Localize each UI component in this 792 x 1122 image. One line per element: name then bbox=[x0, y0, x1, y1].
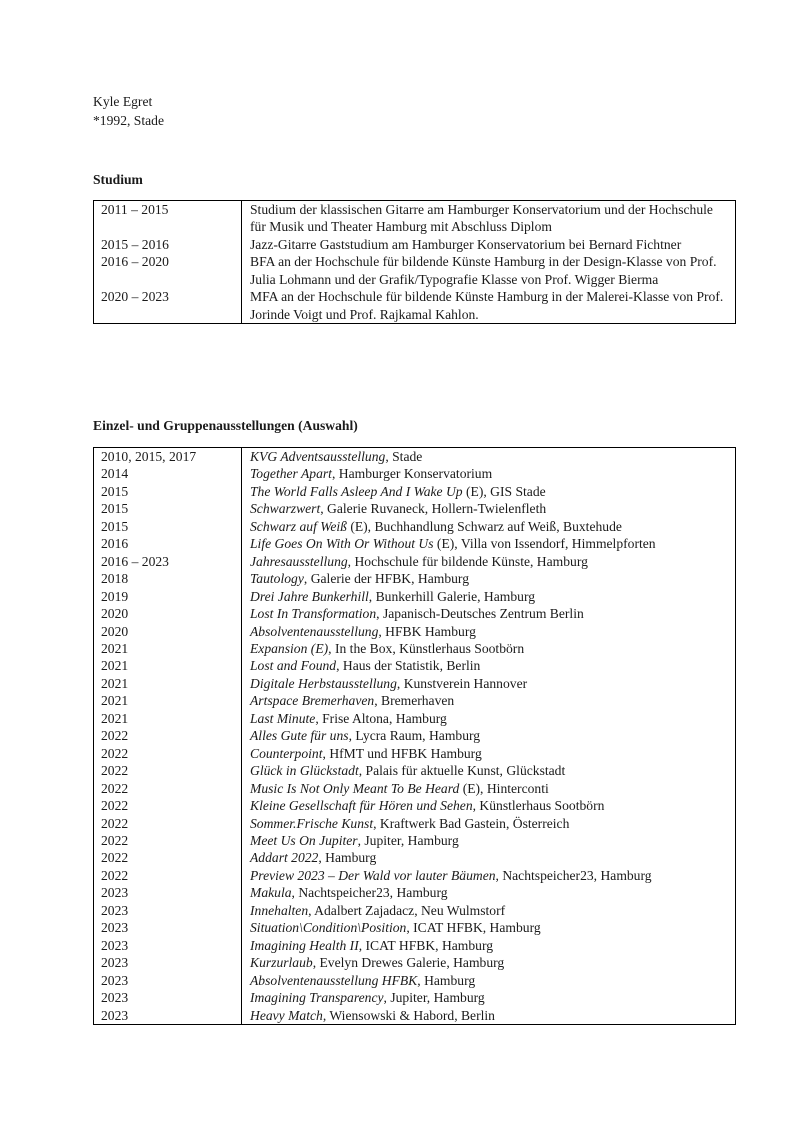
row-description bbox=[242, 867, 736, 884]
table-row bbox=[94, 675, 736, 692]
row-description bbox=[242, 884, 736, 901]
exhibition-venue: , Lycra Raum, Hamburg bbox=[348, 728, 481, 744]
exhibition-title: The World Falls Asleep And I Wake Up bbox=[250, 483, 463, 499]
table-row bbox=[94, 937, 736, 954]
exhibition-title: Situation\Condition\Position bbox=[250, 920, 407, 936]
exhibition-title: Glück in Glückstadt bbox=[250, 763, 359, 779]
exhibition-title: Imagining Health II bbox=[250, 937, 359, 953]
table-row bbox=[94, 815, 736, 832]
exhibition-title: Expansion (E) bbox=[250, 640, 329, 656]
exhibition-title: Together Apart bbox=[250, 466, 332, 482]
row-year: 2022 bbox=[94, 727, 242, 744]
exhibition-venue: , Jupiter, Hamburg bbox=[357, 832, 459, 848]
row-description bbox=[242, 710, 736, 727]
exhibition-title: Sommer.Frische Kunst bbox=[250, 815, 374, 831]
row-year: 2022 bbox=[94, 762, 242, 779]
row-year: 2021 bbox=[94, 710, 242, 727]
row-year: 2020 – 2023 bbox=[94, 288, 242, 323]
row-year: 2023 bbox=[94, 937, 242, 954]
artist-birth: *1992, Stade bbox=[93, 113, 164, 128]
row-description bbox=[242, 465, 736, 482]
row-description bbox=[242, 675, 736, 692]
row-year: 2023 bbox=[94, 989, 242, 1006]
row-year: 2023 bbox=[94, 919, 242, 936]
row-year: 2021 bbox=[94, 640, 242, 657]
exhibition-venue: , Stade bbox=[385, 449, 423, 464]
exhibition-venue: (E), GIS Stade bbox=[462, 483, 546, 499]
exhibition-venue: , Nachtspeicher23, Hamburg bbox=[291, 885, 448, 901]
row-description bbox=[242, 483, 736, 500]
exhibition-title: Digitale Herbstausstellung bbox=[250, 675, 397, 691]
row-year: 2015 bbox=[94, 483, 242, 500]
row-description bbox=[242, 780, 736, 797]
exhibition-title: Schwarzwert bbox=[250, 501, 321, 517]
row-year: 2022 bbox=[94, 867, 242, 884]
exhibition-venue: , Nachtspeicher23, Hamburg bbox=[495, 867, 652, 883]
cv-header bbox=[93, 92, 164, 130]
exhibition-venue: , Haus der Statistik, Berlin bbox=[336, 658, 481, 674]
exhibition-title: KVG Adventsausstellung bbox=[250, 449, 386, 464]
exhibition-venue: , HFBK Hamburg bbox=[378, 623, 476, 639]
exhibition-venue: , Kraftwerk Bad Gastein, Österreich bbox=[373, 815, 570, 831]
row-year: 2023 bbox=[94, 902, 242, 919]
table-row bbox=[94, 797, 736, 814]
row-year: 2023 bbox=[94, 884, 242, 901]
row-year: 2014 bbox=[94, 465, 242, 482]
exhibition-title: Absolventenausstellung bbox=[250, 623, 379, 639]
exhibition-venue: , ICAT HFBK, Hamburg bbox=[406, 920, 541, 936]
exhibition-title: Absolventenausstellung HFBK bbox=[250, 972, 418, 988]
table-row bbox=[94, 989, 736, 1006]
row-description bbox=[242, 745, 736, 762]
exhibition-venue: , Künstlerhaus Sootbörn bbox=[472, 798, 605, 814]
exhibition-venue: , Hamburg bbox=[417, 972, 476, 988]
exhibition-venue: , Bunkerhill Galerie, Hamburg bbox=[368, 588, 536, 604]
exhibition-title: Preview 2023 – Der Wald vor lauter Bäumen bbox=[250, 867, 496, 883]
ausstellungen-table bbox=[93, 447, 736, 1025]
table-row bbox=[94, 849, 736, 866]
row-description bbox=[242, 1007, 736, 1025]
row-year: 2022 bbox=[94, 797, 242, 814]
row-year: 2018 bbox=[94, 570, 242, 587]
row-year: 2016 bbox=[94, 535, 242, 552]
table-row bbox=[94, 902, 736, 919]
row-description bbox=[242, 657, 736, 674]
row-description bbox=[242, 518, 736, 535]
row-year: 2010, 2015, 2017 bbox=[94, 448, 242, 466]
row-description bbox=[242, 448, 736, 466]
table-row bbox=[94, 867, 736, 884]
exhibition-title: Counterpoint bbox=[250, 745, 323, 761]
exhibition-title: Life Goes On With Or Without Us bbox=[250, 536, 434, 552]
row-description bbox=[242, 500, 736, 517]
table-row bbox=[94, 745, 736, 762]
row-year: 2020 bbox=[94, 605, 242, 622]
table-row bbox=[94, 465, 736, 482]
row-year: 2021 bbox=[94, 657, 242, 674]
exhibition-title: Kurzurlaub bbox=[250, 955, 313, 971]
table-row bbox=[94, 448, 736, 466]
row-description bbox=[242, 588, 736, 605]
exhibition-title: Kleine Gesellschaft für Hören und Sehen bbox=[250, 798, 473, 814]
exhibition-venue: , Bremerhaven bbox=[374, 693, 455, 709]
table-row bbox=[94, 1007, 736, 1025]
row-year: 2023 bbox=[94, 954, 242, 971]
exhibition-venue: , Galerie der HFBK, Hamburg bbox=[303, 571, 469, 587]
exhibition-venue: , In the Box, Künstlerhaus Sootbörn bbox=[328, 640, 525, 656]
table-row bbox=[94, 518, 736, 535]
row-description: MFA an der Hochschule für bildende Künste Hamburg in der Malerei-Klasse von Prof. Jorinde Voigt und Prof. Rajkamal Kahlon. bbox=[250, 289, 724, 322]
row-description bbox=[242, 902, 736, 919]
row-description bbox=[242, 692, 736, 709]
table-row bbox=[94, 236, 736, 253]
row-description: BFA an der Hochschule für bildende Künste Hamburg in der Design-Klasse von Prof. Julia Lohmann und der Grafik/Typografie Klasse von Prof. Wigger Bierma bbox=[250, 254, 717, 287]
row-year: 2015 bbox=[94, 500, 242, 517]
table-row bbox=[94, 884, 736, 901]
row-description: Studium der klassischen Gitarre am Hamburger Konservatorium und der Hochschule für Musik und Theater Hamburg mit Abschluss Diplom bbox=[250, 202, 713, 235]
row-year: 2011 – 2015 bbox=[94, 201, 242, 236]
row-description: Jazz-Gitarre Gaststudium am Hamburger Konservatorium bei Bernard Fichtner bbox=[250, 236, 682, 252]
row-year: 2016 – 2020 bbox=[94, 253, 242, 288]
exhibition-venue: (E), Hinterconti bbox=[459, 780, 549, 796]
table-row bbox=[94, 972, 736, 989]
exhibition-venue: , Galerie Ruvaneck, Hollern-Twielenfleth bbox=[320, 501, 547, 517]
row-description bbox=[242, 623, 736, 640]
row-year: 2020 bbox=[94, 623, 242, 640]
row-description bbox=[242, 797, 736, 814]
table-row bbox=[94, 500, 736, 517]
exhibition-venue: (E), Villa von Issendorf, Himmelpforten bbox=[433, 536, 656, 552]
row-year: 2021 bbox=[94, 675, 242, 692]
exhibition-title: Lost In Transformation bbox=[250, 606, 377, 622]
table-row bbox=[94, 535, 736, 552]
row-description bbox=[242, 605, 736, 622]
table-row bbox=[94, 727, 736, 744]
section-title-ausstellungen: Einzel- und Gruppenausstellungen (Auswahl) bbox=[93, 418, 358, 433]
table-row bbox=[94, 762, 736, 779]
row-description bbox=[242, 832, 736, 849]
row-description bbox=[242, 954, 736, 971]
exhibition-title: Last Minute bbox=[250, 710, 316, 726]
exhibition-venue: , Frise Altona, Hamburg bbox=[315, 710, 447, 726]
table-row bbox=[94, 919, 736, 936]
row-description bbox=[242, 535, 736, 552]
table-row bbox=[94, 288, 736, 323]
artist-name: Kyle Egret bbox=[93, 94, 153, 109]
row-description bbox=[242, 815, 736, 832]
exhibition-title: Heavy Match bbox=[250, 1007, 323, 1023]
table-row bbox=[94, 553, 736, 570]
exhibition-title: Meet Us On Jupiter bbox=[250, 832, 358, 848]
exhibition-venue: , Kunstverein Hannover bbox=[396, 675, 528, 691]
exhibition-venue: , Jupiter, Hamburg bbox=[383, 990, 485, 1006]
exhibition-venue: , ICAT HFBK, Hamburg bbox=[358, 937, 494, 953]
table-row bbox=[94, 623, 736, 640]
exhibition-title: Makula bbox=[250, 885, 292, 901]
table-row bbox=[94, 954, 736, 971]
table-row bbox=[94, 692, 736, 709]
exhibition-venue: , HfMT und HFBK Hamburg bbox=[322, 745, 482, 761]
row-description bbox=[242, 972, 736, 989]
row-description bbox=[242, 849, 736, 866]
exhibition-title: Jahresausstellung bbox=[250, 553, 348, 569]
exhibition-venue: , Japanisch-Deutsches Zentrum Berlin bbox=[376, 606, 584, 622]
exhibition-title: Music Is Not Only Meant To Be Heard bbox=[250, 780, 460, 796]
exhibition-venue: , Palais für aktuelle Kunst, Glückstadt bbox=[358, 763, 566, 779]
row-year: 2019 bbox=[94, 588, 242, 605]
row-description bbox=[242, 989, 736, 1006]
exhibition-title: Innehalten bbox=[250, 902, 309, 918]
table-row bbox=[94, 570, 736, 587]
row-year: 2023 bbox=[94, 1007, 242, 1025]
section-title-studium: Studium bbox=[93, 172, 143, 187]
row-description bbox=[242, 727, 736, 744]
studium-table bbox=[93, 200, 736, 324]
row-year: 2016 – 2023 bbox=[94, 553, 242, 570]
table-row bbox=[94, 588, 736, 605]
row-description bbox=[242, 919, 736, 936]
table-row bbox=[94, 605, 736, 622]
table-row bbox=[94, 832, 736, 849]
row-year: 2015 – 2016 bbox=[94, 236, 242, 253]
row-year: 2022 bbox=[94, 745, 242, 762]
table-row bbox=[94, 657, 736, 674]
exhibition-title: Tautology bbox=[250, 571, 304, 587]
row-year: 2015 bbox=[94, 518, 242, 535]
row-description bbox=[242, 553, 736, 570]
exhibition-title: Lost and Found bbox=[250, 658, 337, 674]
exhibition-title: Drei Jahre Bunkerhill bbox=[250, 588, 369, 604]
exhibition-venue: , Hochschule für bildende Künste, Hamburg bbox=[347, 553, 588, 569]
exhibition-title: Alles Gute für uns bbox=[250, 728, 349, 744]
exhibition-title: Schwarz auf Weiß bbox=[250, 518, 347, 534]
exhibition-venue: , Wiensowski & Habord, Berlin bbox=[322, 1007, 495, 1023]
row-year: 2022 bbox=[94, 780, 242, 797]
exhibition-title: Imagining Transparency bbox=[250, 990, 384, 1006]
exhibition-venue: , Adalbert Zajadacz, Neu Wulmstorf bbox=[308, 902, 506, 918]
row-description bbox=[242, 937, 736, 954]
table-row bbox=[94, 201, 736, 236]
exhibition-venue: (E), Buchhandlung Schwarz auf Weiß, Buxtehude bbox=[346, 518, 622, 534]
table-row bbox=[94, 483, 736, 500]
exhibition-title: Addart 2022 bbox=[250, 850, 319, 866]
table-row bbox=[94, 640, 736, 657]
row-year: 2022 bbox=[94, 849, 242, 866]
row-year: 2021 bbox=[94, 692, 242, 709]
row-description bbox=[242, 570, 736, 587]
row-year: 2022 bbox=[94, 815, 242, 832]
table-row bbox=[94, 253, 736, 288]
exhibition-venue: , Evelyn Drewes Galerie, Hamburg bbox=[312, 955, 505, 971]
exhibition-venue: , Hamburg bbox=[318, 850, 377, 866]
table-row bbox=[94, 780, 736, 797]
row-year: 2022 bbox=[94, 832, 242, 849]
row-year: 2023 bbox=[94, 972, 242, 989]
exhibition-venue: , Hamburger Konservatorium bbox=[331, 466, 493, 482]
row-description bbox=[242, 762, 736, 779]
exhibition-title: Artspace Bremerhaven bbox=[250, 693, 375, 709]
table-row bbox=[94, 710, 736, 727]
row-description bbox=[242, 640, 736, 657]
